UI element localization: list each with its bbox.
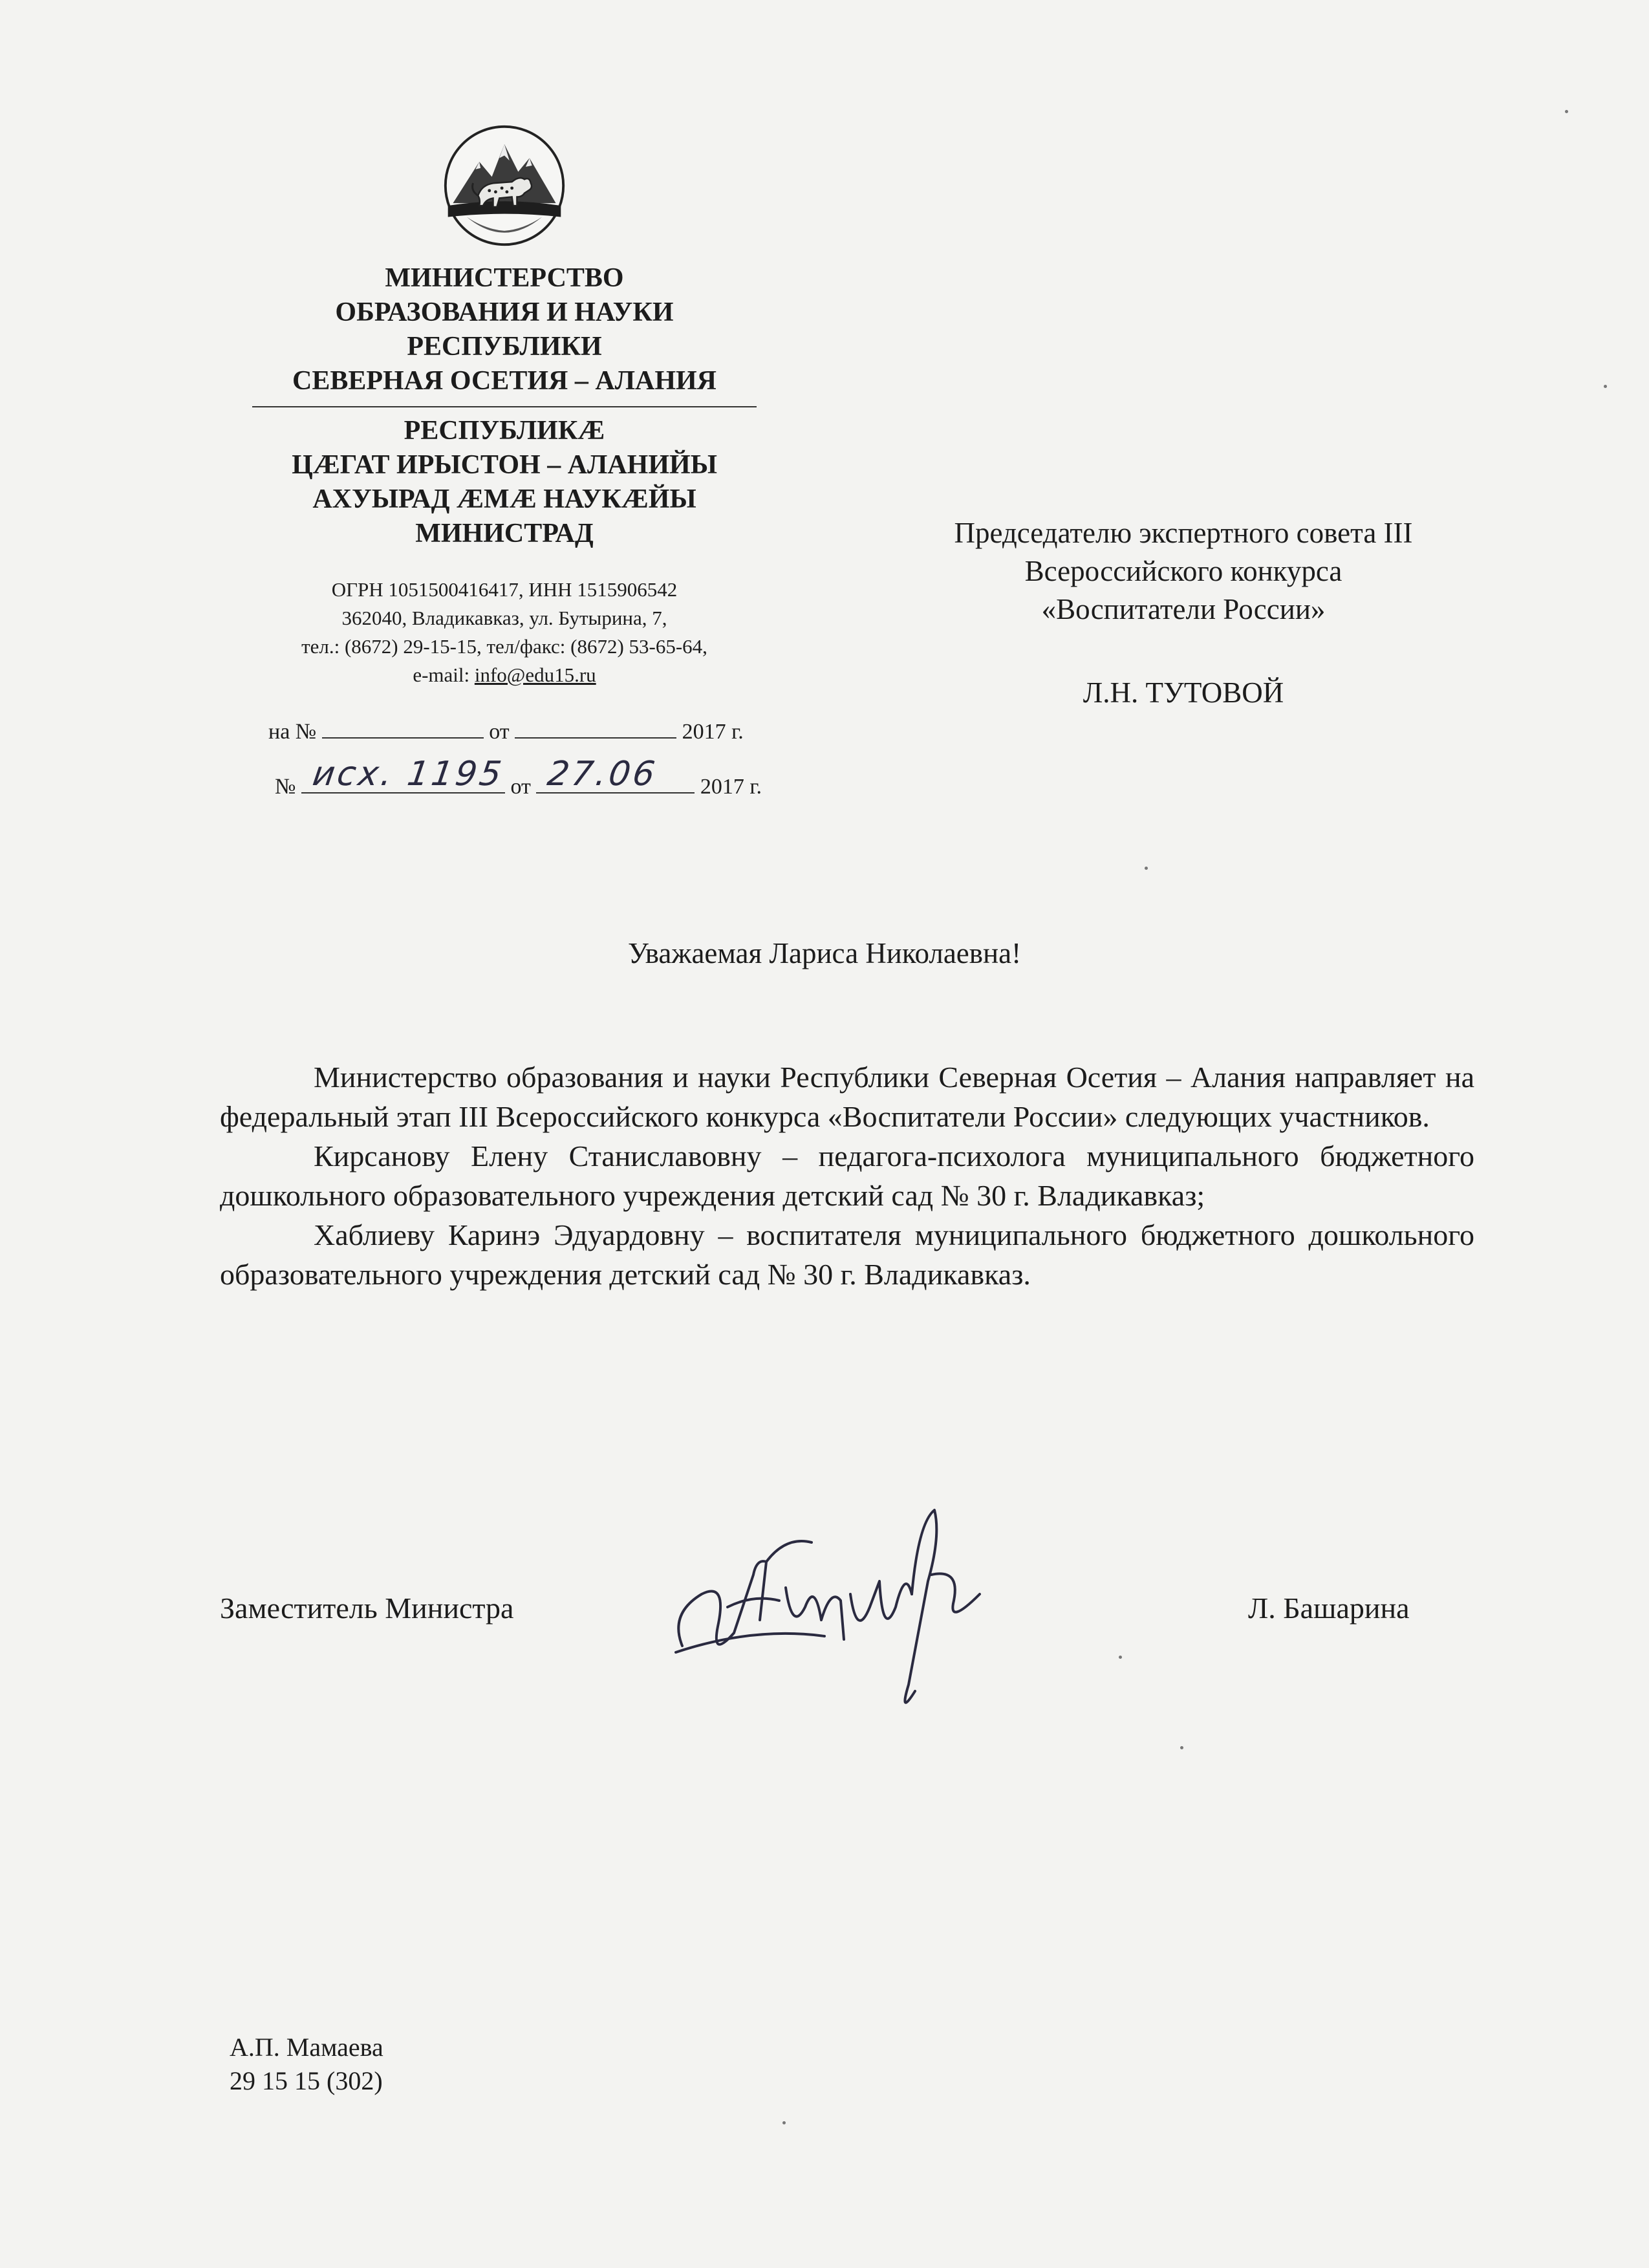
coat-of-arms-icon: [442, 123, 567, 248]
ogrn-inn: ОГРН 1051500416417, ИНН 1515906542: [331, 578, 678, 601]
outgoing-number-field: [301, 755, 506, 794]
addressee-block: [860, 514, 1507, 712]
addressee-line: Всероссийского конкурса: [1024, 555, 1342, 587]
addressee-line: «Воспитатели России»: [1041, 593, 1326, 625]
ref-year: 2017 г.: [682, 720, 744, 744]
ministry-name-russian: [252, 261, 757, 398]
scan-speck: [1180, 1746, 1183, 1749]
signatory-name: Л. Башарина: [1248, 1592, 1410, 1625]
ministry-requisites: [252, 576, 757, 689]
ministry-ru-line: РЕСПУБЛИКИ: [407, 332, 602, 362]
ref-no-label: на №: [268, 720, 317, 744]
executor-name: А.П. Мамаева: [230, 2033, 383, 2062]
incoming-reference-line: [268, 718, 744, 744]
scan-speck: [782, 2121, 786, 2124]
executor-block: [230, 2031, 383, 2098]
letterhead: [252, 123, 757, 689]
ministry-name-ossetian: [252, 414, 757, 551]
email-link[interactable]: info@edu15.ru: [474, 664, 596, 686]
ministry-ru-line: СЕВЕРНАЯ ОСЕТИЯ – АЛАНИЯ: [292, 366, 717, 396]
ministry-ru-line: ОБРАЗОВАНИЯ И НАУКИ: [335, 297, 674, 327]
outgoing-reference-line: [275, 755, 762, 799]
executor-phone: 29 15 15 (302): [230, 2066, 383, 2095]
ref-date-blank: [515, 718, 676, 739]
email-line: [252, 661, 757, 689]
salutation: Уважаемая Лариса Николаевна!: [627, 937, 1022, 969]
outgoing-number-handwritten: исх. 1195: [310, 755, 506, 794]
body-paragraph: Хаблиеву Каринэ Эдуардовну – воспитателя муниципального бюджетного дошкольного образовательного учреждения детский сад № 30 г. Владикавказ.: [220, 1218, 1474, 1291]
letter-body: [220, 1057, 1474, 1294]
ministry-os-line: РЕСПУБЛИКӔ: [404, 416, 605, 446]
scan-speck: [1119, 1656, 1122, 1659]
ministry-os-line: АХУЫРАД ӔМӔ НАУКӔЙЫ: [312, 484, 696, 514]
scan-speck: [1145, 867, 1148, 870]
signatory-position: Заместитель Министра: [220, 1592, 514, 1625]
outgoing-year: 2017 г.: [700, 775, 762, 799]
outgoing-no-label: №: [275, 775, 296, 799]
addressee-line: Председателю экспертного совета III: [954, 517, 1413, 549]
scan-speck: [1565, 110, 1568, 113]
handwritten-signature-icon: [656, 1497, 1018, 1730]
ref-from-label: от: [489, 720, 510, 744]
body-paragraph: Министерство образования и науки Республики Северная Осетия – Алания направляет на федеральный этап III Всероссийского конкурса «Воспитатели России» следующих участников.: [220, 1061, 1474, 1133]
outgoing-date-handwritten: 27.06: [545, 755, 660, 794]
addressee-name: Л.Н. ТУТОВОЙ: [1083, 676, 1284, 709]
phone-numbers: тел.: (8672) 29-15-15, тел/факс: (8672) 53-65-64,: [301, 635, 707, 658]
postal-address: 362040, Владикавказ, ул. Бутырина, 7,: [341, 607, 667, 629]
scan-speck: [1604, 385, 1607, 388]
email-label: e-mail:: [413, 664, 475, 686]
ref-number-blank: [322, 718, 484, 739]
body-paragraph: Кирсанову Елену Станиславовну – педагога-психолога муниципального бюджетного дошкольного образовательного учреждения детский сад № 30 г. Владикавказ;: [220, 1139, 1474, 1212]
letterhead-divider: [252, 406, 757, 407]
ministry-ru-line: МИНИСТЕРСТВО: [385, 263, 624, 293]
ministry-os-line: ЦӔГАТ ИРЫСТОН – АЛАНИЙЫ: [292, 450, 717, 480]
outgoing-from-label: от: [510, 775, 531, 799]
ministry-os-line: МИНИСТРАД: [415, 519, 594, 548]
outgoing-date-field: [536, 755, 695, 794]
